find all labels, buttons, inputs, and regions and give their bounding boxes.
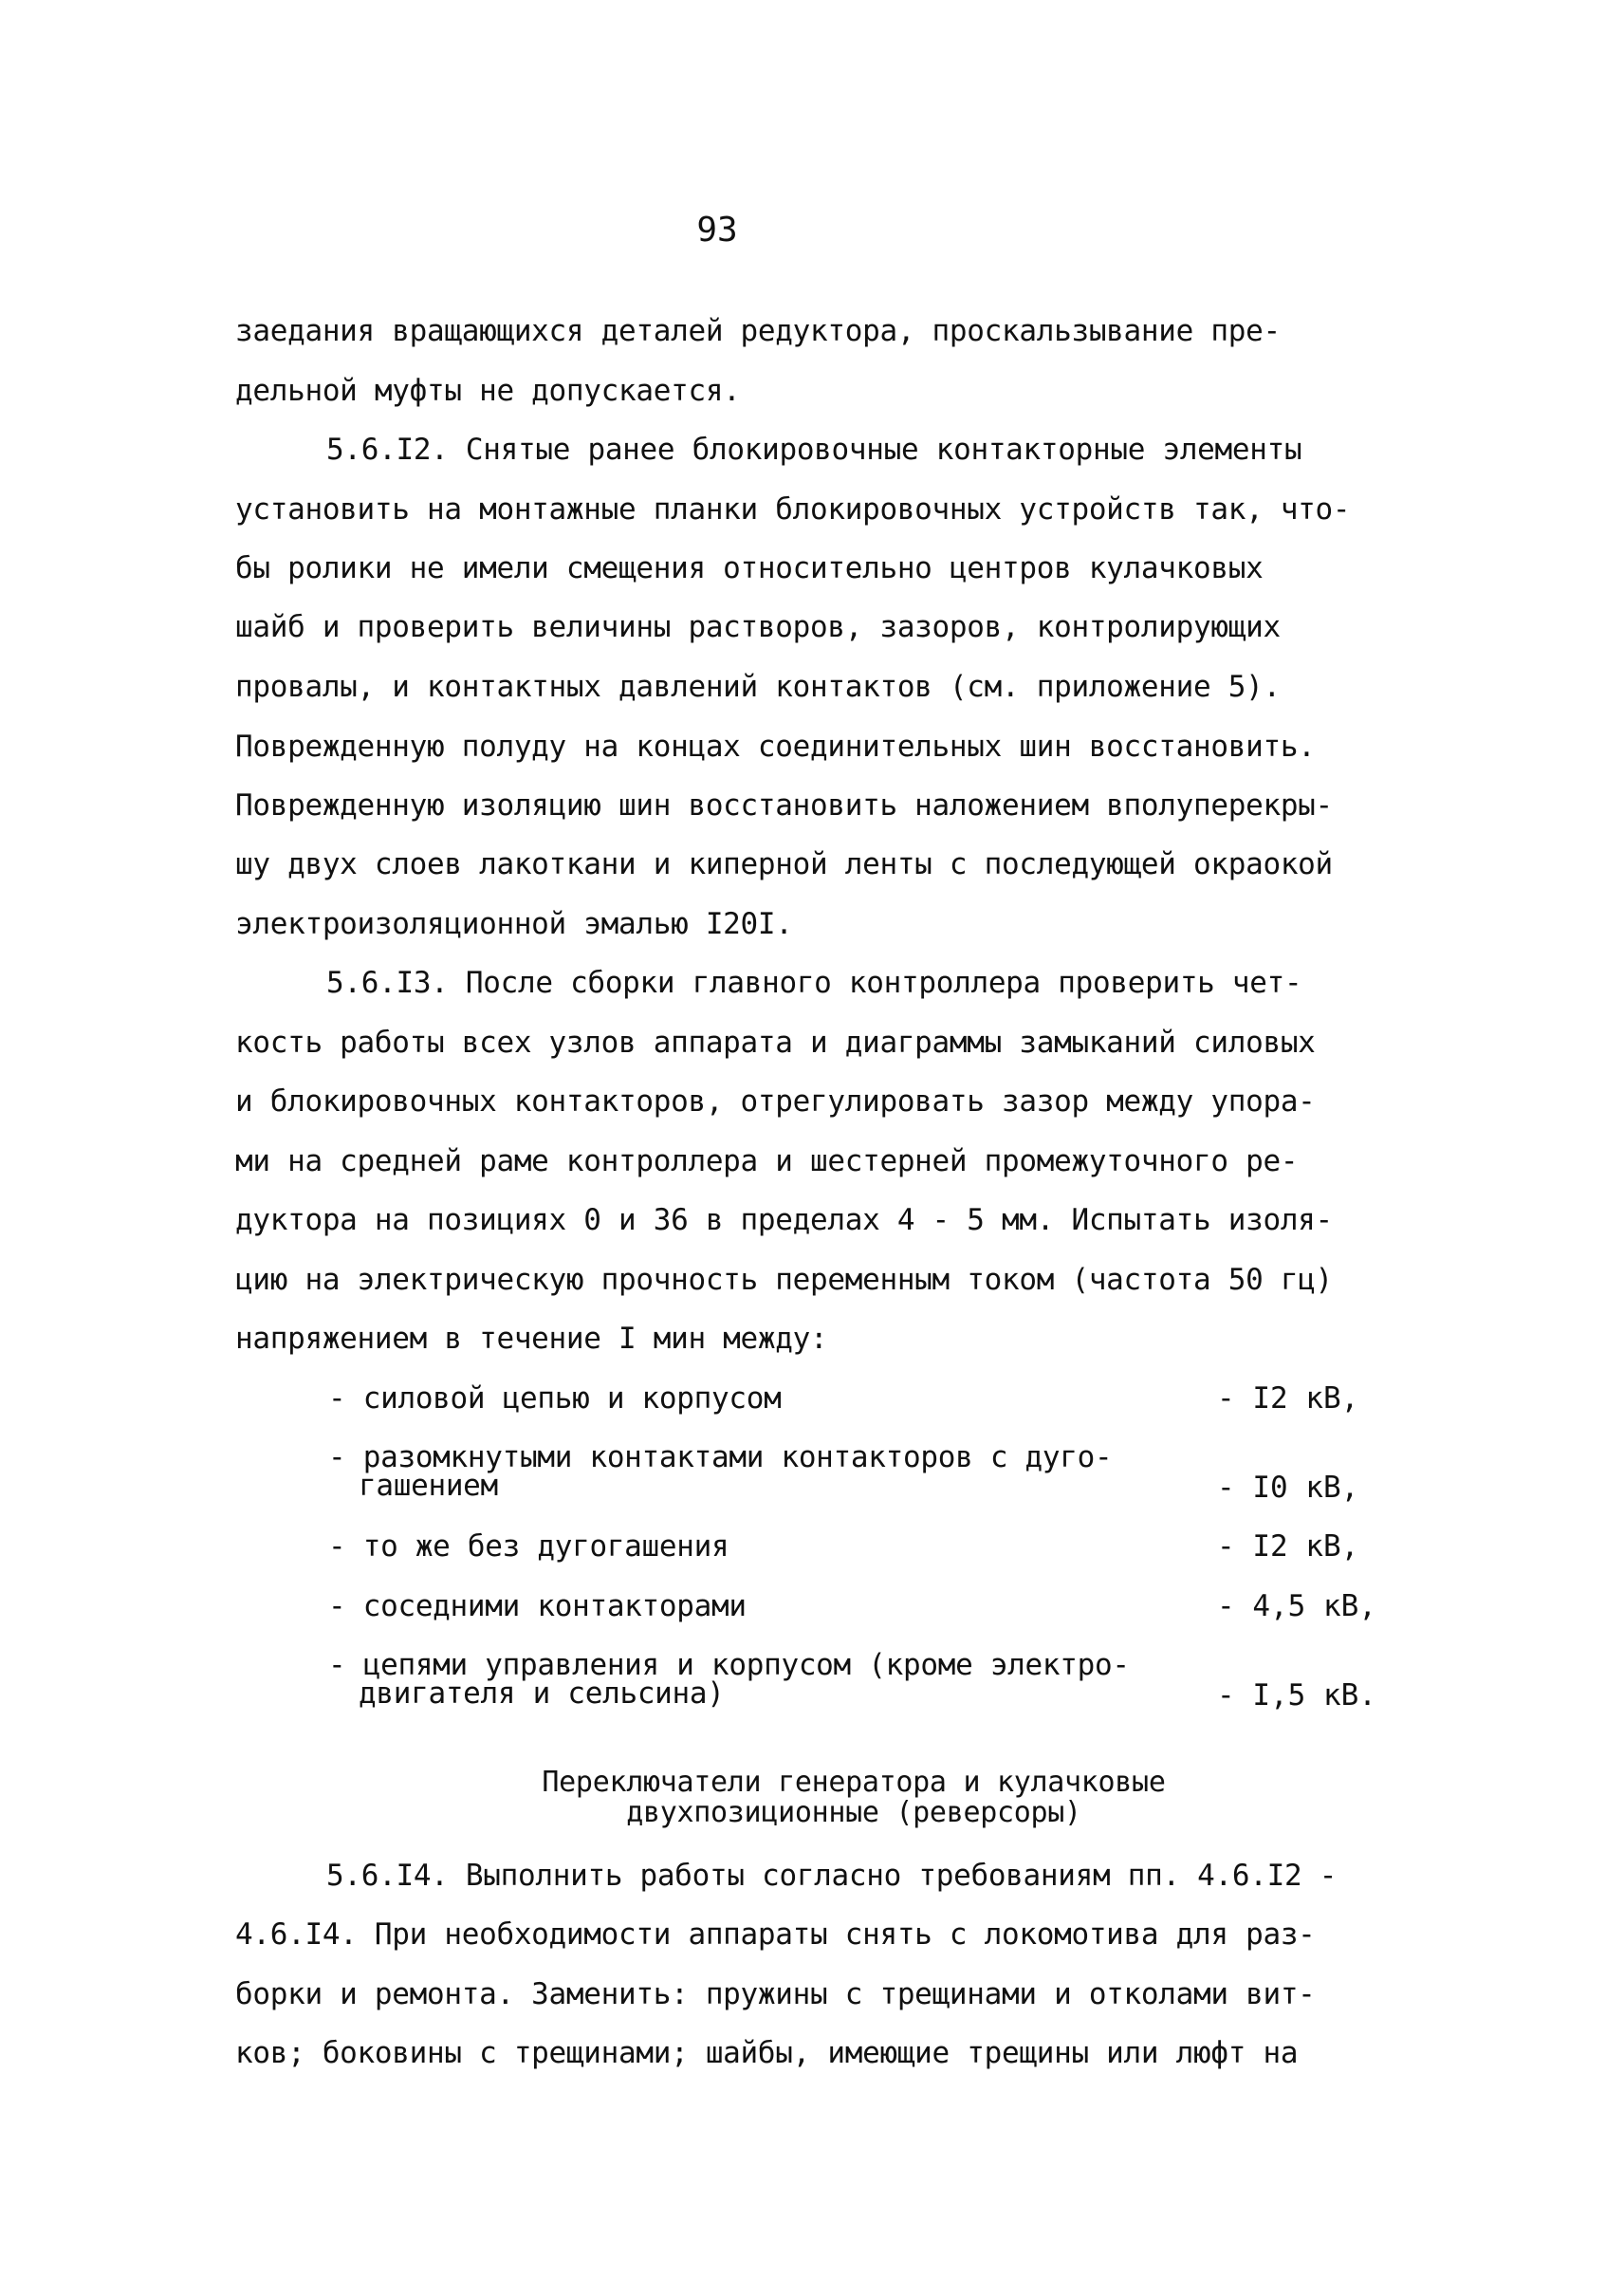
- text-line: ми на средней раме контроллера и шестерней промежуточного ре-: [235, 1144, 1299, 1178]
- page-number: 93: [696, 211, 738, 250]
- text-line: 5.6.I4. Выполнить работы согласно требованиям пп. 4.6.I2 -: [326, 1859, 1338, 1893]
- text-line: Поврежденную изоляцию шин восстановить наложением вполуперекры-: [235, 788, 1333, 823]
- test-item-value: - I2 кВ,: [1217, 1529, 1359, 1564]
- text-line: электроизоляционной эмалью I20I.: [235, 907, 793, 941]
- text-line: 5.6.I2. Снятые ранее блокировочные контакторные элементы: [326, 433, 1302, 467]
- text-line: дельной муфты не допускается.: [235, 374, 741, 408]
- test-item-text: - то же без дугогашения: [328, 1529, 729, 1564]
- test-item-value: - I0 кВ,: [1217, 1471, 1359, 1505]
- test-item-text-continued: двигателя и сельсина): [359, 1676, 725, 1711]
- section-heading: Переключатели генератора и кулачковые: [542, 1766, 1166, 1799]
- text-line: бы ролики не имели смещения относительно центров кулачковых: [235, 551, 1264, 585]
- text-line: кость работы всех узлов аппарата и диаграммы замыканий силовых: [235, 1026, 1316, 1060]
- test-item-text: - цепями управления и корпусом (кроме электро-: [328, 1648, 1130, 1682]
- test-item-value: - I,5 кВ.: [1217, 1678, 1376, 1713]
- text-line: борки и ремонта. Заменить: пружины с трещинами и отколами вит-: [235, 1977, 1316, 2011]
- text-line: и блокировочных контакторов, отрегулировать зазор между упора-: [235, 1084, 1316, 1119]
- text-line: установить на монтажные планки блокировочных устройств так, что-: [235, 492, 1351, 527]
- text-line: цию на электрическую прочность переменным током (частота 50 гц): [235, 1263, 1333, 1297]
- text-line: дуктора на позициях 0 и 36 в пределах 4 - 5 мм. Испытать изоля-: [235, 1203, 1333, 1237]
- text-line: провалы, и контактных давлений контактов (см. приложение 5).: [235, 670, 1281, 704]
- test-item-text: - соседними контакторами: [328, 1589, 747, 1623]
- text-line: напряжением в течение I мин между:: [235, 1322, 828, 1356]
- section-heading: двухпозиционные (реверсоры): [626, 1796, 1081, 1829]
- test-item-text: - силовой цепью и корпусом: [328, 1381, 782, 1416]
- text-line: 5.6.I3. После сборки главного контроллера проверить чет-: [326, 966, 1302, 1000]
- text-line: шайб и проверить величины растворов, зазоров, контролирующих: [235, 610, 1281, 644]
- text-line: Поврежденную полуду на концах соединительных шин восстановить.: [235, 730, 1316, 764]
- test-item-text-continued: гашением: [359, 1469, 498, 1503]
- text-line: заедания вращающихся деталей редуктора, проскальзывание пре-: [235, 314, 1281, 348]
- test-item-text: - разомкнутыми контактами контакторов с дуго-: [328, 1440, 1113, 1474]
- text-line: шу двух слоев лакоткани и киперной ленты с последующей окраокой: [235, 847, 1333, 881]
- test-item-value: - 4,5 кВ,: [1217, 1589, 1376, 1623]
- text-line: 4.6.I4. При необходимости аппараты снять с локомотива для раз-: [235, 1917, 1316, 1952]
- test-item-value: - I2 кВ,: [1217, 1381, 1359, 1416]
- text-line: ков; боковины с трещинами; шайбы, имеющие трещины или люфт на: [235, 2036, 1299, 2070]
